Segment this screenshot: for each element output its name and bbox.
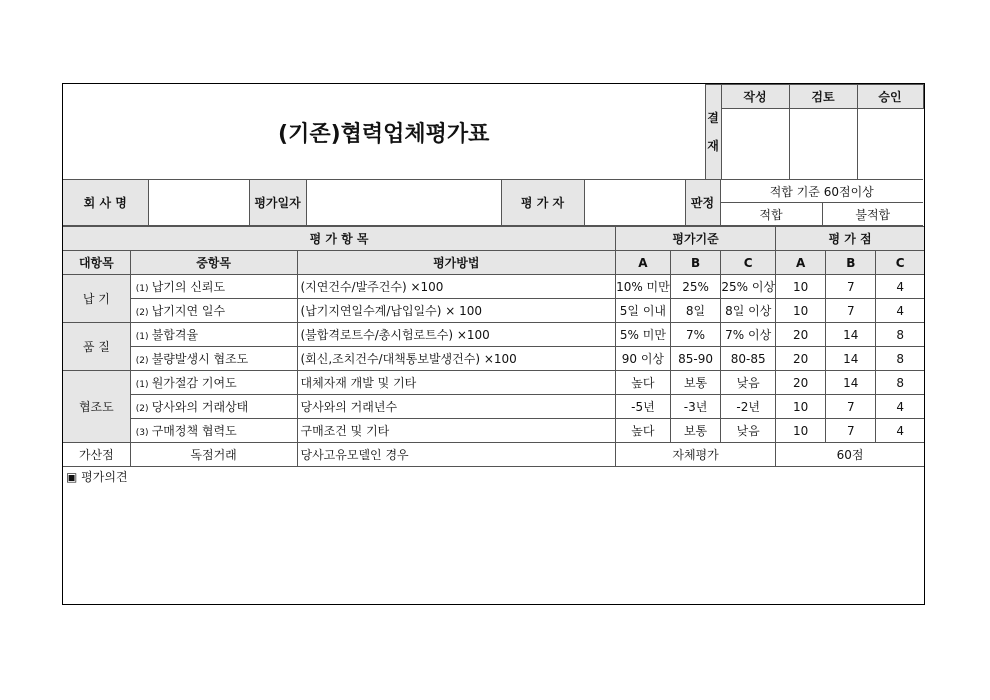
- criterion-text: 적합 기준 60점이상: [720, 180, 923, 203]
- col-criteria-a: A: [616, 251, 671, 275]
- approval-sign-writer[interactable]: [721, 109, 789, 180]
- middle-label: 불량발생시 협조도: [151, 352, 249, 366]
- criteria-c-cell: -2년: [721, 395, 776, 419]
- major-cooperation: 협조도: [63, 371, 130, 443]
- method-cell: (불합격로트수/총시험로트수) ×100: [297, 323, 616, 347]
- score-a-cell: 10: [776, 275, 826, 299]
- bonus-method: 당사고유모델인 경우: [297, 443, 616, 467]
- col-criteria-c: C: [721, 251, 776, 275]
- col-score-b: B: [826, 251, 876, 275]
- section-scores-header: 평 가 점: [776, 227, 924, 251]
- major-delivery: 납 기: [63, 275, 130, 323]
- approval-side-label-1: 결: [707, 111, 719, 125]
- criteria-a-cell: 5일 이내: [616, 299, 671, 323]
- col-method: 평가방법: [297, 251, 616, 275]
- score-a-cell: 20: [776, 347, 826, 371]
- table-row: [63, 347, 924, 371]
- item-number: (1): [135, 284, 149, 294]
- judgement-label: 판정: [685, 180, 720, 226]
- table-row: [63, 419, 924, 443]
- middle-item: [130, 299, 297, 323]
- evaluation-table: [63, 226, 924, 467]
- item-number: (2): [135, 404, 149, 414]
- approval-side-label-2: 재: [707, 139, 719, 153]
- middle-item: [130, 275, 297, 299]
- approval-sign-reviewer[interactable]: [789, 109, 857, 180]
- score-c-cell: 4: [876, 395, 924, 419]
- score-b-cell: 14: [826, 323, 876, 347]
- table-row: [63, 395, 924, 419]
- score-b-cell: 7: [826, 275, 876, 299]
- evaluator-field[interactable]: [584, 180, 685, 226]
- col-score-a: A: [776, 251, 826, 275]
- middle-item: [130, 371, 297, 395]
- header-table: [63, 84, 924, 180]
- evaluator-label: 평 가 자: [501, 180, 584, 226]
- method-cell: (지연건수/발주건수) ×100: [297, 275, 616, 299]
- table-row: [63, 323, 924, 347]
- item-number: (1): [135, 380, 149, 390]
- score-c-cell: 8: [876, 371, 924, 395]
- method-cell: (회신,조치건수/대책통보발생건수) ×100: [297, 347, 616, 371]
- table-row: [63, 275, 924, 299]
- criteria-c-cell: 낮음: [721, 371, 776, 395]
- table-row: [63, 299, 924, 323]
- method-cell: 구매조건 및 기타: [297, 419, 616, 443]
- major-quality: 품 질: [63, 323, 130, 371]
- bonus-item: 독점거래: [130, 443, 297, 467]
- criteria-a-cell: 높다: [616, 371, 671, 395]
- item-number: (2): [135, 356, 149, 366]
- score-a-cell: 10: [776, 395, 826, 419]
- section-criteria-header: 평가기준: [616, 227, 776, 251]
- info-table: [63, 179, 923, 226]
- item-number: (3): [135, 428, 149, 438]
- col-score-c: C: [876, 251, 924, 275]
- table-row: [63, 371, 924, 395]
- score-c-cell: 4: [876, 275, 924, 299]
- middle-label: 구매정책 협력도: [151, 424, 237, 438]
- criteria-c-cell: 8일 이상: [721, 299, 776, 323]
- score-a-cell: 20: [776, 371, 826, 395]
- criteria-c-cell: 낮음: [721, 419, 776, 443]
- item-number: (2): [135, 308, 149, 318]
- score-a-cell: 10: [776, 299, 826, 323]
- bonus-score: 60점: [776, 443, 924, 467]
- middle-item: [130, 323, 297, 347]
- middle-label: 납기의 신뢰도: [151, 280, 226, 294]
- middle-item: [130, 419, 297, 443]
- criteria-a-cell: 90 이상: [616, 347, 671, 371]
- checkbox-square-icon: ▣: [66, 470, 78, 484]
- col-middle: 중항목: [130, 251, 297, 275]
- evaluation-form: [62, 83, 925, 605]
- middle-item: [130, 395, 297, 419]
- criteria-c-cell: 80-85: [721, 347, 776, 371]
- criteria-b-cell: 25%: [670, 275, 721, 299]
- score-c-cell: 4: [876, 299, 924, 323]
- middle-label: 원가절감 기여도: [151, 376, 237, 390]
- criteria-b-cell: 85-90: [670, 347, 721, 371]
- section-items-header: 평 가 항 목: [63, 227, 616, 251]
- opinion-label: 평가의견: [81, 470, 128, 484]
- criteria-c-cell: 25% 이상: [721, 275, 776, 299]
- company-label: 회 사 명: [63, 180, 148, 226]
- criteria-b-cell: 8일: [670, 299, 721, 323]
- fail-option[interactable]: 불적합: [822, 203, 923, 226]
- criteria-a-cell: 높다: [616, 419, 671, 443]
- middle-label: 납기지연 일수: [151, 304, 226, 318]
- item-number: (1): [135, 332, 149, 342]
- score-b-cell: 14: [826, 347, 876, 371]
- score-b-cell: 7: [826, 395, 876, 419]
- middle-label: 당사와의 거래상태: [151, 400, 249, 414]
- criteria-b-cell: 보통: [670, 371, 721, 395]
- method-cell: 대체자재 개발 및 기타: [297, 371, 616, 395]
- score-a-cell: 10: [776, 419, 826, 443]
- bonus-label: 가산점: [63, 443, 130, 467]
- middle-label: 불합격율: [151, 328, 199, 342]
- opinion-section[interactable]: [66, 468, 128, 485]
- approval-sign-approver[interactable]: [857, 109, 923, 180]
- pass-option[interactable]: 적합: [720, 203, 822, 226]
- approval-side-label: [705, 85, 721, 180]
- criteria-a-cell: 5% 미만: [616, 323, 671, 347]
- score-b-cell: 7: [826, 299, 876, 323]
- middle-item: [130, 347, 297, 371]
- bonus-row: [63, 443, 924, 467]
- bonus-criteria: 자체평가: [616, 443, 776, 467]
- criteria-b-cell: 7%: [670, 323, 721, 347]
- criteria-a-cell: -5년: [616, 395, 671, 419]
- approval-col-approver: 승인: [857, 85, 923, 109]
- score-c-cell: 4: [876, 419, 924, 443]
- page-title: (기존)협력업체평가표: [63, 85, 705, 180]
- criteria-c-cell: 7% 이상: [721, 323, 776, 347]
- date-field[interactable]: [306, 180, 501, 226]
- score-b-cell: 7: [826, 419, 876, 443]
- criteria-a-cell: 10% 미만: [616, 275, 671, 299]
- score-b-cell: 14: [826, 371, 876, 395]
- score-c-cell: 8: [876, 347, 924, 371]
- col-major: 대항목: [63, 251, 130, 275]
- method-cell: (납기지연일수계/납입일수) × 100: [297, 299, 616, 323]
- score-a-cell: 20: [776, 323, 826, 347]
- score-c-cell: 8: [876, 323, 924, 347]
- col-criteria-b: B: [670, 251, 721, 275]
- criteria-b-cell: -3년: [670, 395, 721, 419]
- approval-col-writer: 작성: [721, 85, 789, 109]
- date-label: 평가일자: [249, 180, 306, 226]
- approval-col-reviewer: 검토: [789, 85, 857, 109]
- company-field[interactable]: [148, 180, 249, 226]
- method-cell: 당사와의 거래년수: [297, 395, 616, 419]
- criteria-b-cell: 보통: [670, 419, 721, 443]
